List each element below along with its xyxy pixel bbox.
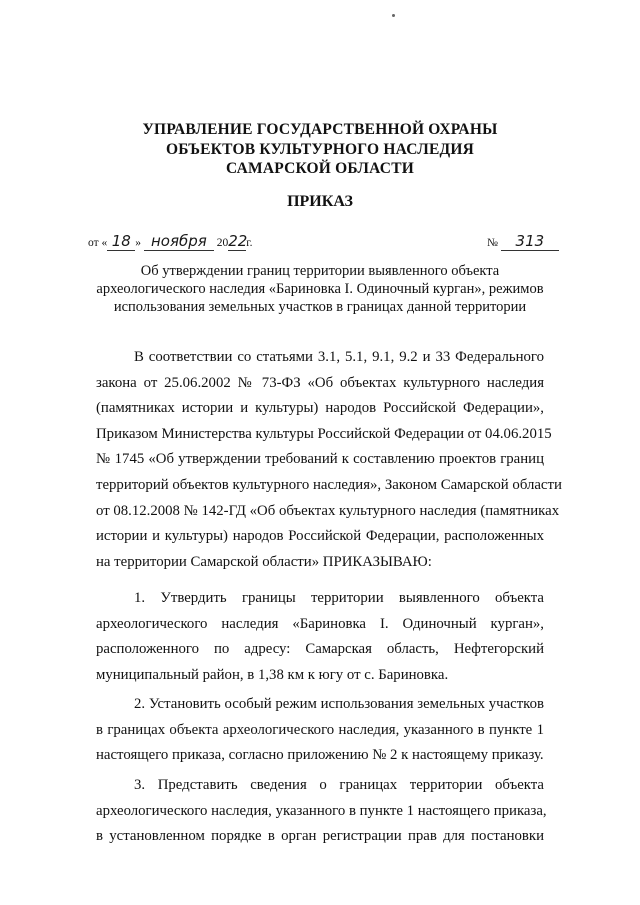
scan-speck: [392, 14, 395, 17]
clause-1-line: 1. Утвердить границы территории выявленного объекта: [134, 590, 544, 606]
document-type-title: ПРИКАЗ: [287, 193, 353, 210]
preamble-line: В соответствии со статьями 3.1, 5.1, 9.1, 9.2 и 33 Федерального: [134, 349, 544, 365]
preamble-line: № 1745 «Об утверждении требований к составлению проектов границ: [96, 451, 544, 468]
clause-1-line: муниципальный район, в 1,38 км к югу от с. Бариновка.: [96, 666, 449, 683]
subject-line-3: использования земельных участков в границах данной территории: [113, 299, 527, 315]
order-subject: [0, 262, 640, 316]
number-prefix: №: [487, 237, 498, 249]
authority-line-1: УПРАВЛЕНИЕ ГОСУДАРСТВЕННОЙ ОХРАНЫ: [142, 121, 498, 138]
date-prefix: от «: [88, 237, 108, 249]
authority-line-2: ОБЪЕКТОВ КУЛЬТУРНОГО НАСЛЕДИЯ: [165, 140, 475, 158]
preamble-paragraph: [96, 345, 562, 575]
authority-line-3: САМАРСКОЙ ОБЛАСТИ: [225, 160, 414, 177]
order-date: [88, 232, 253, 251]
date-day-handwritten: 18: [107, 232, 135, 251]
preamble-line: истории и культуры) народов Российской Федерации, расположенных: [96, 528, 544, 545]
preamble-line: от 08.12.2008 № 142-ГД «Об объектах культурного наследия (памятниках: [96, 502, 560, 519]
preamble-line: (памятниках истории и культуры) народов Российской Федерации»,: [96, 400, 544, 417]
issuing-authority: [0, 120, 640, 179]
clause-1-line: расположенного по адресу: Самарская область, Нефтегорский: [96, 641, 544, 658]
preamble-line: закона от 25.06.2002 № 73-ФЗ «Об объектах культурного наследия: [96, 374, 544, 391]
date-year-prefix: 20: [216, 237, 229, 249]
clause-3-line: археологического наследия, указанного в пункте 1 настоящего приказа,: [96, 802, 547, 819]
clause-2-line: настоящего приказа, согласно приложению № 2 к настоящему приказу.: [96, 747, 544, 764]
clause-3: [96, 773, 547, 850]
subject-line-2: археологического наследия «Бариновка I. Одиночный курган», режимов: [96, 281, 544, 297]
date-suffix: г.: [246, 237, 253, 249]
preamble-line: Приказом Министерства культуры Российской Федерации от 04.06.2015: [96, 425, 552, 442]
clause-3-line: 3. Представить сведения о границах территории объекта: [134, 777, 544, 793]
clause-2-line: в границах объекта археологического наследия, указанного в пункте 1: [96, 721, 544, 738]
preamble-line: территорий объектов культурного наследия», Законом Самарской области: [96, 476, 562, 493]
clause-1-line: археологического наследия «Бариновка I. Одиночный курган»,: [96, 615, 544, 632]
number-value-handwritten: 313: [501, 232, 559, 251]
clause-2: [96, 692, 544, 769]
order-number: [487, 232, 559, 251]
date-month-handwritten: ноября: [144, 232, 214, 251]
clause-3-line: в установленном порядке в орган регистрации прав для постановки: [96, 828, 544, 845]
clause-1: [96, 586, 544, 688]
date-year-handwritten: 22: [228, 232, 248, 250]
preamble-line: на территории Самарской области» ПРИКАЗЫВАЮ:: [96, 553, 432, 570]
date-sep: »: [135, 237, 141, 249]
subject-line-1: Об утверждении границ территории выявленного объекта: [140, 263, 500, 279]
clause-2-line: 2. Установить особый режим использования земельных участков: [134, 696, 544, 712]
